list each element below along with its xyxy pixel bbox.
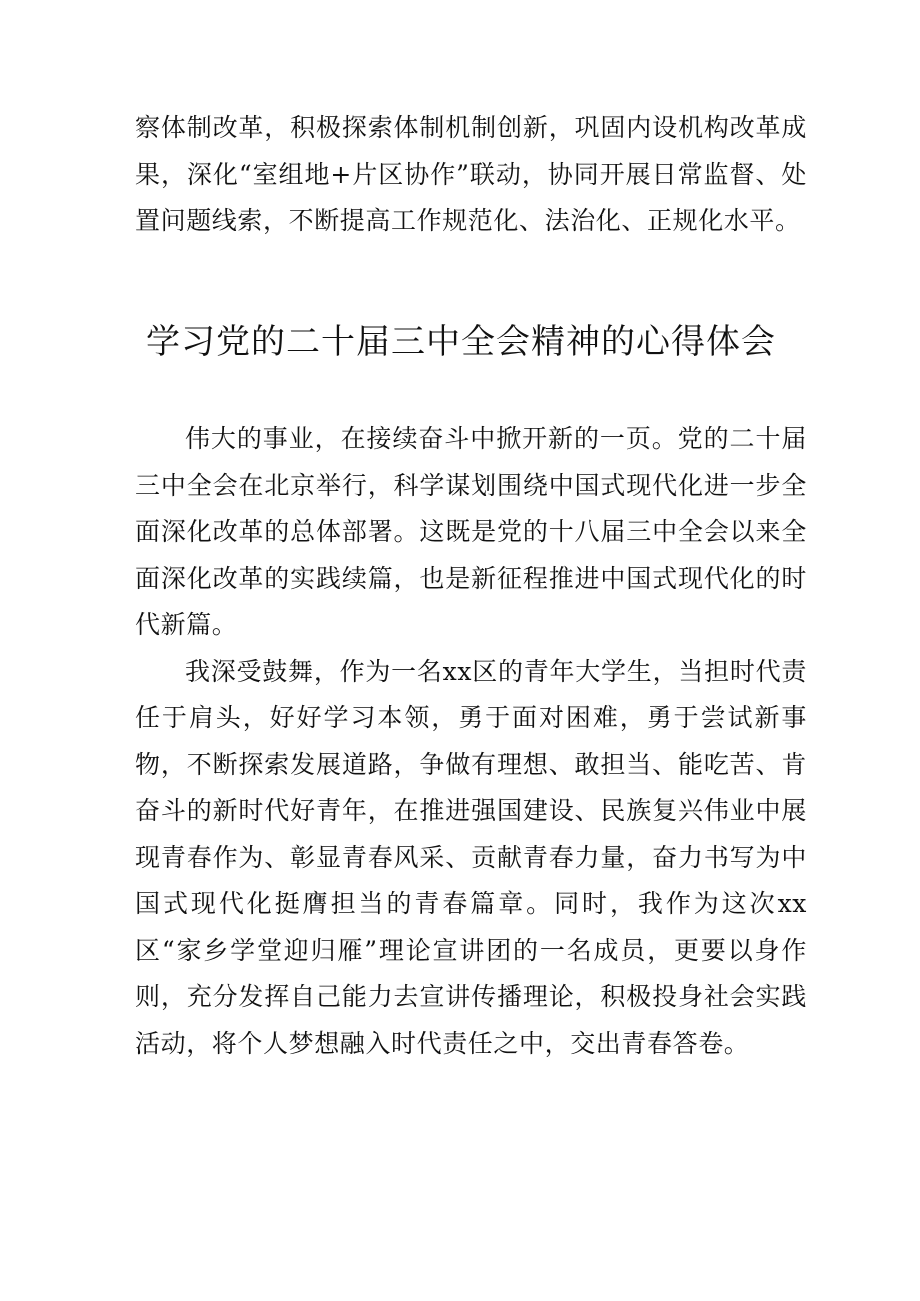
article-body — [135, 416, 807, 1067]
continued-paragraph — [135, 105, 807, 245]
article-title: 学习党的二十届三中全会精神的心得体会 — [146, 322, 776, 362]
body-paragraph-2: 我深受鼓舞，作为一名xx区的青年大学生，当担时代责任于肩头，好好学习本领，勇于面对困难，勇于尝试新事物，不断探索发展道路，争做有理想、敢担当、能吃苦、肯奋斗的新时代好青年，在推进强国建设、民族复兴伟业中展现青春作为、彰显青春风采、贡献青春力量，奋力书写为中国式现代化挺膺担当的青春篇章。同时，我作为这次xx区“家乡学堂迎归雁”理论宣讲团的一名成员，更要以身作则，充分发挥自己能力去宣讲传播理论，积极投身社会实践活动，将个人梦想融入时代责任之中，交出青春答卷。 — [135, 656, 807, 1058]
body-paragraph-1: 伟大的事业，在接续奋斗中掀开新的一页。党的二十届三中全会在北京举行，科学谋划围绕中国式现代化进一步全面深化改革的总体部署。这既是党的十八届三中全会以来全面深化改革的实践续篇，也是新征程推进中国式现代化的时代新篇。 — [135, 424, 807, 639]
continued-paragraph-text: 察体制改革，积极探索体制机制创新，巩固内设机构改革成果，深化“室组地+片区协作”联动，协同开展日常监督、处置问题线索，不断提高工作规范化、法治化、正规化水平。 — [135, 113, 807, 235]
